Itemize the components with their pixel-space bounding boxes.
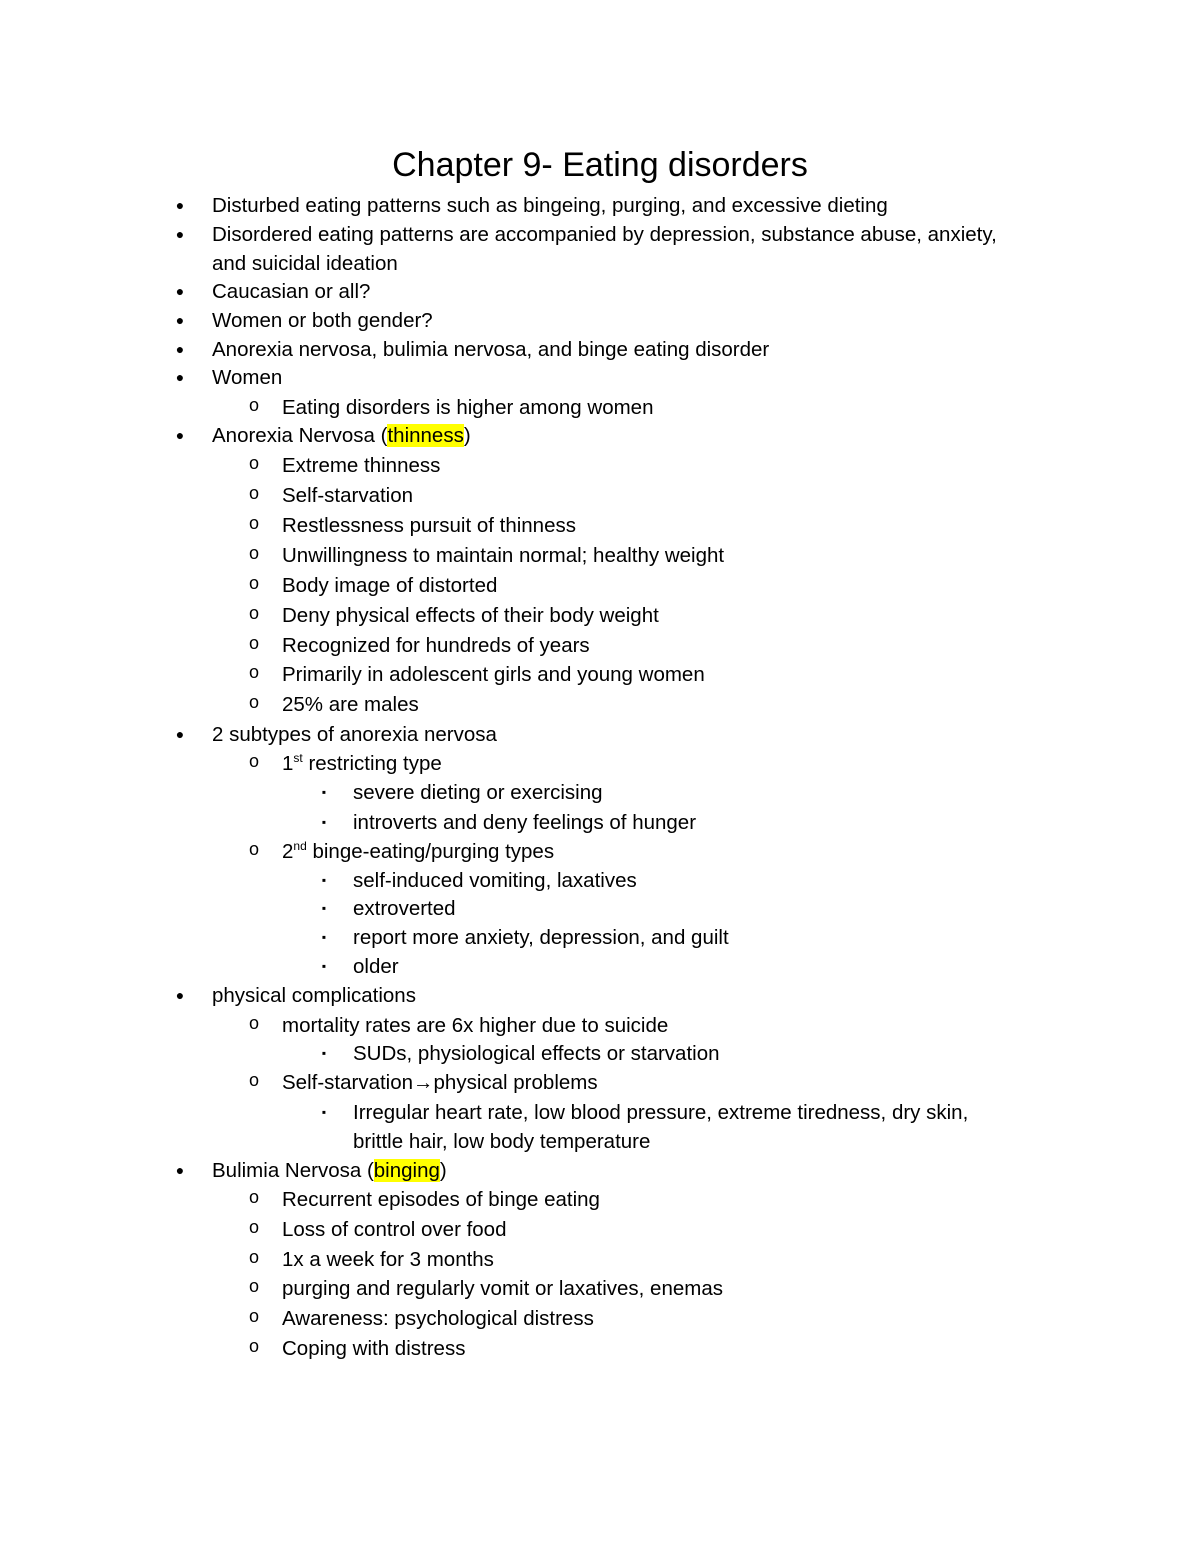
- page-title: Chapter 9- Eating disorders: [392, 146, 808, 184]
- line-text: introverts and deny feelings of hunger: [353, 811, 697, 834]
- line-text: Awareness: psychological distress: [282, 1307, 594, 1330]
- bullet-icon: ●: [175, 283, 185, 299]
- line-text: mortality rates are 6x higher due to suicide: [282, 1014, 669, 1037]
- circle-bullet-icon: o: [248, 545, 260, 565]
- circle-bullet-icon: o: [248, 664, 260, 684]
- line-text: Disordered eating patterns are accompanied by depression, substance abuse, anxiety,: [212, 223, 997, 246]
- line-text: Women: [212, 366, 283, 389]
- circle-bullet-icon: o: [248, 575, 260, 595]
- line-text: Irregular heart rate, low blood pressure, extreme tiredness, dry skin,: [353, 1101, 969, 1124]
- circle-bullet-icon: o: [248, 1189, 260, 1209]
- line-text: [212, 421, 471, 450]
- line-text: Women or both gender?: [212, 309, 433, 332]
- bullet-icon: ●: [175, 987, 185, 1003]
- bullet-icon: ●: [175, 427, 185, 443]
- line-text-prefix: 1: [282, 752, 294, 775]
- line-text: Coping with distress: [282, 1337, 466, 1360]
- circle-bullet-icon: o: [248, 1015, 260, 1035]
- line-text: severe dieting or exercising: [353, 781, 603, 804]
- line-text: Restlessness pursuit of thinness: [282, 514, 576, 537]
- bullet-icon: ●: [175, 312, 185, 328]
- line-text-suffix: ): [439, 1159, 447, 1182]
- highlighted-term: binging: [373, 1159, 440, 1182]
- square-bullet-icon: ▪: [321, 930, 327, 944]
- line-text-suffix: ): [463, 424, 471, 447]
- square-bullet-icon: ▪: [321, 785, 327, 799]
- circle-bullet-icon: o: [248, 1249, 260, 1269]
- line-text: [282, 837, 554, 866]
- circle-bullet-icon: o: [248, 1219, 260, 1239]
- line-text: Anorexia nervosa, bulimia nervosa, and binge eating disorder: [212, 338, 770, 361]
- bullet-icon: ●: [175, 369, 185, 385]
- line-text: purging and regularly vomit or laxatives, enemas: [282, 1277, 723, 1300]
- circle-bullet-icon: o: [248, 397, 260, 417]
- square-bullet-icon: ▪: [321, 1105, 327, 1119]
- circle-bullet-icon: o: [248, 753, 260, 773]
- line-text: 2 subtypes of anorexia nervosa: [212, 723, 497, 746]
- line-text-prefix: Anorexia Nervosa (: [212, 424, 388, 447]
- line-text: Loss of control over food: [282, 1218, 507, 1241]
- line-text: [282, 749, 442, 778]
- line-text: Recurrent episodes of binge eating: [282, 1188, 600, 1211]
- circle-bullet-icon: o: [248, 605, 260, 625]
- bullet-icon: ●: [175, 226, 185, 242]
- circle-bullet-icon: o: [248, 1072, 260, 1092]
- circle-bullet-icon: o: [248, 455, 260, 475]
- line-text: Extreme thinness: [282, 454, 441, 477]
- circle-bullet-icon: o: [248, 1308, 260, 1328]
- bullet-icon: ●: [175, 197, 185, 213]
- bullet-icon: ●: [175, 341, 185, 357]
- circle-bullet-icon: o: [248, 515, 260, 535]
- line-text: Eating disorders is higher among women: [282, 396, 654, 419]
- line-text: Recognized for hundreds of years: [282, 634, 590, 657]
- line-text: Caucasian or all?: [212, 280, 371, 303]
- line-text: Self-starvation: [282, 484, 414, 507]
- line-text: Self-starvation→physical problems: [282, 1071, 598, 1094]
- square-bullet-icon: ▪: [321, 815, 327, 829]
- line-text-suffix: restricting type: [302, 752, 442, 775]
- circle-bullet-icon: o: [248, 841, 260, 861]
- square-bullet-icon: ▪: [321, 901, 327, 915]
- line-text: Primarily in adolescent girls and young women: [282, 663, 705, 686]
- ordinal-suffix: nd: [293, 839, 307, 854]
- square-bullet-icon: ▪: [321, 1046, 327, 1060]
- line-text: older: [353, 955, 399, 978]
- line-text: SUDs, physiological effects or starvation: [353, 1042, 720, 1065]
- line-text-suffix: binge-eating/purging types: [306, 840, 555, 863]
- highlighted-term: thinness: [387, 424, 464, 447]
- line-text-prefix: Bulimia Nervosa (: [212, 1159, 374, 1182]
- circle-bullet-icon: o: [248, 1278, 260, 1298]
- bullet-icon: ●: [175, 1162, 185, 1178]
- line-text: Unwillingness to maintain normal; healthy weight: [282, 544, 725, 567]
- circle-bullet-icon: o: [248, 1338, 260, 1358]
- line-text: self-induced vomiting, laxatives: [353, 869, 637, 892]
- line-text: brittle hair, low body temperature: [353, 1130, 651, 1153]
- line-text: 1x a week for 3 months: [282, 1248, 494, 1271]
- line-text: 25% are males: [282, 693, 419, 716]
- square-bullet-icon: ▪: [321, 959, 327, 973]
- line-text: physical complications: [212, 984, 416, 1007]
- circle-bullet-icon: o: [248, 635, 260, 655]
- line-text: [212, 1156, 447, 1185]
- circle-bullet-icon: o: [248, 694, 260, 714]
- line-text: Body image of distorted: [282, 574, 498, 597]
- line-text: extroverted: [353, 897, 456, 920]
- ordinal-suffix: st: [293, 751, 303, 766]
- line-text-prefix: 2: [282, 840, 294, 863]
- line-text: and suicidal ideation: [212, 252, 398, 275]
- bullet-icon: ●: [175, 726, 185, 742]
- line-text: Deny physical effects of their body weight: [282, 604, 659, 627]
- circle-bullet-icon: o: [248, 485, 260, 505]
- square-bullet-icon: ▪: [321, 873, 327, 887]
- line-text: report more anxiety, depression, and guilt: [353, 926, 729, 949]
- line-text: Disturbed eating patterns such as bingeing, purging, and excessive dieting: [212, 194, 888, 217]
